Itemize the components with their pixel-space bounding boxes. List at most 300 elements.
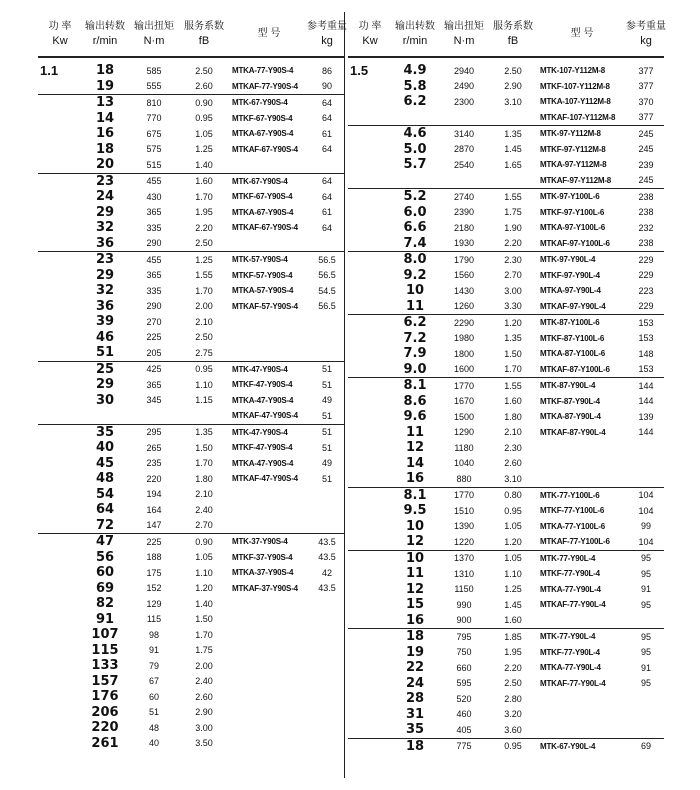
cell-torque: 2290 [453, 317, 475, 328]
cell-torque: 1770 [453, 490, 475, 501]
cell-model: MTKAF-37-Y90S-4 [232, 583, 298, 593]
cell-service-factor: 2.80 [504, 693, 522, 704]
cell-speed: 133 [91, 658, 119, 674]
cell-speed: 8.1 [403, 378, 427, 394]
cell-model: MTK-107-Y112M-8 [540, 66, 606, 76]
table-row [38, 518, 344, 534]
header-weight-unit: kg [640, 35, 652, 47]
cell-torque: 2300 [453, 96, 475, 107]
cell-torque: 430 [146, 191, 162, 202]
cell-model: MTKF-77-Y90L-4 [540, 569, 600, 579]
cell-service-factor: 1.35 [195, 427, 213, 438]
cell-torque: 2870 [453, 144, 475, 155]
cell-service-factor: 3.50 [195, 738, 213, 749]
table-row [38, 189, 344, 205]
cell-service-factor: 1.40 [195, 598, 213, 609]
cell-service-factor: 3.10 [504, 473, 522, 484]
right-header [348, 12, 664, 58]
cell-torque: 460 [456, 709, 472, 720]
cell-speed: 20 [95, 157, 115, 173]
table-row [38, 658, 344, 674]
cell-torque: 188 [146, 552, 162, 563]
cell-speed: 91 [95, 611, 115, 627]
cell-weight: 232 [638, 222, 654, 233]
table-row [38, 299, 344, 315]
cell-model: MTKA-97-Y100L-6 [540, 223, 606, 233]
cell-service-factor: 1.45 [504, 144, 522, 155]
cell-service-factor: 2.75 [195, 347, 213, 358]
table-row [38, 612, 344, 628]
cell-service-factor: 0.90 [195, 536, 213, 547]
cell-speed: 64 [95, 502, 115, 518]
cell-model: MTK-57-Y90S-4 [232, 255, 288, 265]
cell-torque: 990 [456, 599, 472, 610]
cell-speed: 40 [95, 440, 115, 456]
cell-torque: 3140 [453, 128, 475, 139]
cell-weight: 54.5 [318, 285, 336, 296]
cell-speed: 60 [95, 565, 115, 581]
cell-model: MTKF-47-Y90S-4 [232, 380, 293, 390]
cell-weight: 377 [638, 81, 654, 92]
cell-speed: 16 [95, 126, 115, 142]
cell-torque: 205 [146, 347, 162, 358]
cell-service-factor: 1.75 [504, 207, 522, 218]
cell-speed: 36 [95, 235, 115, 251]
cell-service-factor: 2.60 [195, 691, 213, 702]
cell-service-factor: 1.75 [195, 645, 213, 656]
table-row [348, 613, 664, 629]
cell-model: MTK-77-Y90L-4 [540, 632, 596, 642]
cell-service-factor: 1.60 [504, 615, 522, 626]
cell-torque: 115 [146, 614, 162, 625]
cell-weight: 64 [321, 176, 332, 187]
header-speed-label: 输出转数 [395, 21, 435, 32]
cell-model: MTKA-97-Y90L-4 [540, 286, 601, 296]
cell-torque: 1670 [453, 396, 475, 407]
cell-speed: 22 [405, 660, 425, 676]
cell-weight: 223 [638, 285, 654, 296]
cell-speed: 9.0 [403, 361, 427, 377]
cell-torque: 2180 [453, 222, 475, 233]
cell-torque: 515 [146, 159, 162, 170]
header-speed [392, 12, 438, 56]
cell-service-factor: 2.30 [504, 254, 522, 265]
cell-torque: 67 [148, 676, 159, 687]
header-weight-unit: kg [321, 35, 333, 47]
cell-weight: 229 [638, 270, 654, 281]
table-row [348, 519, 664, 535]
cell-weight: 370 [638, 96, 654, 107]
cell-model: MTKAF-87-Y100L-6 [540, 364, 610, 374]
cell-service-factor: 2.50 [195, 332, 213, 343]
cell-speed: 10 [405, 283, 425, 299]
cell-torque: 675 [146, 128, 162, 139]
cell-service-factor: 2.60 [195, 81, 213, 92]
cell-service-factor: 2.10 [195, 489, 213, 500]
table-row [348, 566, 664, 582]
cell-model: MTKAF-107-Y112M-8 [540, 112, 616, 122]
header-model [536, 12, 628, 56]
cell-torque: 175 [146, 567, 162, 578]
cell-service-factor: 1.80 [195, 473, 213, 484]
cell-torque: 225 [146, 332, 162, 343]
cell-model: MTKA-47-Y90S-4 [232, 395, 294, 405]
cell-service-factor: 1.85 [504, 631, 522, 642]
table-row [348, 597, 664, 613]
cell-weight: 64 [321, 191, 332, 202]
cell-torque: 2940 [453, 65, 475, 76]
table-row [38, 674, 344, 690]
cell-speed: 54 [95, 486, 115, 502]
cell-weight: 139 [638, 411, 654, 422]
cell-model: MTKF-87-Y100L-6 [540, 333, 605, 343]
cell-weight: 51 [321, 442, 332, 453]
cell-weight: 61 [321, 207, 332, 218]
cell-weight: 239 [638, 159, 654, 170]
cell-service-factor: 2.70 [195, 520, 213, 531]
cell-speed: 4.9 [403, 63, 427, 79]
cell-weight: 104 [638, 505, 654, 516]
cell-model: MTKF-57-Y90S-4 [232, 270, 293, 280]
cell-service-factor: 1.70 [195, 458, 213, 469]
header-service-factor-unit: fB [507, 35, 519, 47]
cell-model: MTK-97-Y90L-4 [540, 255, 596, 265]
cell-service-factor: 2.40 [195, 504, 213, 515]
cell-service-factor: 3.00 [504, 285, 522, 296]
table-row [348, 110, 664, 126]
cell-speed: 35 [405, 722, 425, 738]
cell-torque: 194 [146, 489, 162, 500]
cell-model: MTKF-37-Y90S-4 [232, 552, 293, 562]
cell-service-factor: 1.40 [195, 159, 213, 170]
cell-service-factor: 2.50 [504, 678, 522, 689]
cell-speed: 23 [95, 252, 115, 268]
cell-service-factor: 1.25 [504, 584, 522, 595]
cell-weight: 377 [638, 112, 654, 123]
cell-service-factor: 2.50 [504, 65, 522, 76]
cell-service-factor: 1.70 [195, 285, 213, 296]
cell-model: MTK-87-Y90L-4 [540, 381, 596, 391]
table-row [348, 707, 664, 723]
table-row [38, 720, 344, 736]
cell-model: MTKA-77-Y90L-4 [540, 584, 601, 594]
cell-service-factor: 1.90 [504, 222, 522, 233]
cell-service-factor: 1.05 [504, 521, 522, 532]
header-power-unit: Kw [52, 35, 68, 47]
table-row [348, 394, 664, 410]
header-speed-unit: r/min [92, 35, 118, 47]
header-weight-label: 参考重量 [307, 21, 347, 32]
cell-service-factor: 2.70 [504, 270, 522, 281]
cell-service-factor: 1.20 [504, 536, 522, 547]
cell-weight: 61 [321, 128, 332, 139]
cell-model: MTK-77-Y90L-4 [540, 553, 596, 563]
cell-torque: 129 [146, 598, 162, 609]
cell-service-factor: 3.00 [195, 722, 213, 733]
table-row [348, 582, 664, 598]
table-row [348, 628, 664, 645]
table-row [348, 299, 664, 315]
right-rows [348, 58, 664, 754]
header-service-factor-unit: fB [198, 35, 210, 47]
cell-service-factor: 2.50 [195, 238, 213, 249]
cell-weight: 95 [640, 568, 651, 579]
cell-service-factor: 1.80 [504, 411, 522, 422]
cell-speed: 8.1 [403, 487, 427, 503]
cell-torque: 810 [146, 97, 162, 108]
header-torque [128, 12, 180, 56]
table-row [348, 346, 664, 362]
cell-speed: 12 [405, 440, 425, 456]
cell-service-factor: 1.25 [195, 144, 213, 155]
cell-speed: 7.2 [403, 330, 427, 346]
table-row [348, 236, 664, 252]
cell-torque: 1430 [453, 285, 475, 296]
table-row [38, 424, 344, 441]
cell-model: MTKAF-77-Y90L-4 [540, 678, 606, 688]
cell-weight: 104 [638, 490, 654, 501]
cell-speed: 7.9 [403, 346, 427, 362]
cell-model: MTKF-47-Y90S-4 [232, 443, 293, 453]
cell-torque: 51 [148, 707, 159, 718]
table-row [38, 94, 344, 111]
cell-weight: 64 [321, 144, 332, 155]
cell-service-factor: 1.35 [504, 333, 522, 344]
cell-torque: 1790 [453, 254, 475, 265]
cell-model: MTKAF-77-Y90L-4 [540, 600, 606, 610]
cell-torque: 335 [146, 285, 162, 296]
table-row [38, 408, 344, 424]
table-row [38, 361, 344, 378]
cell-service-factor: 0.80 [504, 490, 522, 501]
cell-torque: 595 [456, 678, 472, 689]
cell-speed: 32 [95, 283, 115, 299]
cell-weight: 95 [640, 599, 651, 610]
cell-speed: 5.8 [403, 78, 427, 94]
cell-weight: 245 [638, 144, 654, 155]
cell-weight: 229 [638, 301, 654, 312]
cell-torque: 660 [456, 662, 472, 673]
cell-service-factor: 0.95 [195, 364, 213, 375]
cell-weight: 148 [638, 348, 654, 359]
table-row [348, 487, 664, 504]
cell-torque: 795 [456, 631, 472, 642]
cell-speed: 31 [405, 706, 425, 722]
table-row [38, 689, 344, 705]
cell-weight: 91 [640, 584, 651, 595]
cell-speed: 11 [405, 424, 425, 440]
cell-torque: 1770 [453, 380, 475, 391]
header-weight [628, 12, 664, 56]
cell-torque: 1040 [453, 458, 475, 469]
cell-service-factor: 2.90 [504, 81, 522, 92]
cell-torque: 365 [146, 379, 162, 390]
cell-weight: 49 [321, 458, 332, 469]
header-speed [82, 12, 128, 56]
cell-model: MTKAF-77-Y90S-4 [232, 81, 298, 91]
cell-model: MTKF-87-Y90L-4 [540, 396, 600, 406]
cell-model: MTKAF-97-Y90L-4 [540, 301, 606, 311]
cell-service-factor: 1.05 [195, 128, 213, 139]
cell-service-factor: 2.00 [195, 301, 213, 312]
cell-speed: 157 [91, 673, 119, 689]
center-divider [344, 12, 345, 778]
cell-speed: 7.4 [403, 235, 427, 251]
cell-service-factor: 2.20 [195, 222, 213, 233]
cell-model: MTK-47-Y90S-4 [232, 427, 288, 437]
cell-weight: 245 [638, 128, 654, 139]
cell-speed: 15 [405, 597, 425, 613]
cell-speed: 19 [95, 78, 115, 94]
cell-speed: 19 [405, 644, 425, 660]
table-row [38, 705, 344, 721]
table-row [348, 440, 664, 456]
cell-service-factor: 1.35 [504, 128, 522, 139]
cell-speed: 8.0 [403, 252, 427, 268]
cell-weight: 238 [638, 207, 654, 218]
cell-service-factor: 1.50 [504, 348, 522, 359]
cell-weight: 95 [640, 678, 651, 689]
cell-speed: 16 [405, 612, 425, 628]
header-service-factor [490, 12, 536, 56]
cell-speed: 8.6 [403, 393, 427, 409]
cell-speed: 261 [91, 735, 119, 751]
cell-speed: 24 [95, 189, 115, 205]
cell-model: MTKA-47-Y90S-4 [232, 458, 294, 468]
cell-model: MTKF-97-Y90L-4 [540, 270, 600, 280]
cell-speed: 11 [405, 298, 425, 314]
table-row [348, 691, 664, 707]
cell-weight: 238 [638, 238, 654, 249]
cell-service-factor: 2.30 [504, 442, 522, 453]
cell-service-factor: 1.95 [504, 647, 522, 658]
cell-service-factor: 0.95 [504, 505, 522, 516]
cell-speed: 29 [95, 267, 115, 283]
cell-speed: 32 [95, 220, 115, 236]
cell-service-factor: 1.55 [504, 380, 522, 391]
cell-weight: 86 [321, 65, 332, 76]
cell-power: 1.5 [350, 63, 369, 79]
cell-speed: 9.6 [403, 409, 427, 425]
cell-weight: 95 [640, 553, 651, 564]
cell-weight: 245 [638, 175, 654, 186]
cell-speed: 30 [95, 392, 115, 408]
cell-model: MTK-67-Y90L-4 [540, 741, 596, 751]
cell-speed: 69 [95, 580, 115, 596]
cell-model: MTK-47-Y90S-4 [232, 364, 288, 374]
table-row [38, 377, 344, 393]
cell-torque: 1310 [453, 568, 475, 579]
cell-torque: 2540 [453, 159, 475, 170]
cell-model: MTK-67-Y90S-4 [232, 176, 288, 186]
cell-speed: 23 [95, 173, 115, 189]
cell-model: MTK-37-Y90S-4 [232, 537, 288, 547]
cell-service-factor: 3.30 [504, 301, 522, 312]
cell-speed: 18 [405, 629, 425, 645]
cell-torque: 220 [146, 473, 162, 484]
cell-weight: 69 [640, 741, 651, 752]
table-row [38, 487, 344, 503]
cell-torque: 152 [146, 583, 162, 594]
cell-weight: 153 [638, 333, 654, 344]
cell-service-factor: 2.50 [195, 65, 213, 76]
table-row [348, 362, 664, 378]
cell-torque: 265 [146, 442, 162, 453]
header-power-label: 功 率 [358, 21, 382, 32]
cell-service-factor: 1.15 [195, 395, 213, 406]
header-speed-label: 输出转数 [85, 21, 125, 32]
table-row [348, 645, 664, 661]
cell-service-factor: 2.90 [195, 707, 213, 718]
cell-model: MTKAF-97-Y100L-6 [540, 238, 610, 248]
cell-model: MTKA-57-Y90S-4 [232, 286, 294, 296]
table-row [38, 220, 344, 236]
cell-model: MTKAF-57-Y90S-4 [232, 301, 298, 311]
cell-speed: 35 [95, 424, 115, 440]
header-torque [438, 12, 490, 56]
header-torque-unit: N·m [453, 35, 475, 47]
cell-service-factor: 2.20 [504, 238, 522, 249]
table-row [348, 142, 664, 158]
table-row [38, 79, 344, 95]
cell-weight: 90 [321, 81, 332, 92]
cell-weight: 229 [638, 254, 654, 265]
cell-model: MTKAF-97-Y112M-8 [540, 175, 612, 185]
table-row [348, 377, 664, 394]
cell-weight: 51 [321, 410, 332, 421]
cell-service-factor: 3.20 [504, 709, 522, 720]
cell-service-factor: 0.90 [195, 97, 213, 108]
cell-torque: 2390 [453, 207, 475, 218]
cell-torque: 2490 [453, 81, 475, 92]
cell-torque: 2740 [453, 191, 475, 202]
cell-speed: 10 [405, 550, 425, 566]
cell-power: 1.1 [40, 63, 59, 79]
left-rows [38, 58, 344, 751]
table-row [38, 643, 344, 659]
cell-torque: 91 [148, 645, 159, 656]
cell-service-factor: 0.95 [504, 741, 522, 752]
table-row [348, 94, 664, 110]
cell-weight: 153 [638, 317, 654, 328]
table-row [38, 456, 344, 472]
table-row [348, 676, 664, 692]
cell-model: MTKA-67-Y90S-4 [232, 129, 294, 139]
cell-weight: 64 [321, 97, 332, 108]
right-table [348, 12, 664, 754]
header-power [348, 12, 392, 56]
cell-service-factor: 1.70 [504, 364, 522, 375]
cell-torque: 79 [148, 660, 159, 671]
table-row [348, 157, 664, 173]
cell-model: MTKAF-87-Y90L-4 [540, 427, 606, 437]
cell-speed: 28 [405, 691, 425, 707]
cell-weight: 51 [321, 379, 332, 390]
cell-model: MTK-67-Y90S-4 [232, 98, 288, 108]
table-row [348, 63, 664, 79]
cell-model: MTKA-87-Y100L-6 [540, 349, 606, 359]
cell-service-factor: 1.05 [504, 553, 522, 564]
cell-weight: 99 [640, 521, 651, 532]
table-row [38, 251, 344, 268]
table-row [348, 534, 664, 550]
cell-torque: 48 [148, 722, 159, 733]
cell-speed: 29 [95, 204, 115, 220]
cell-torque: 365 [146, 270, 162, 281]
cell-speed: 5.2 [403, 189, 427, 205]
cell-speed: 82 [95, 596, 115, 612]
header-service-factor-label: 服务系数 [493, 21, 533, 32]
